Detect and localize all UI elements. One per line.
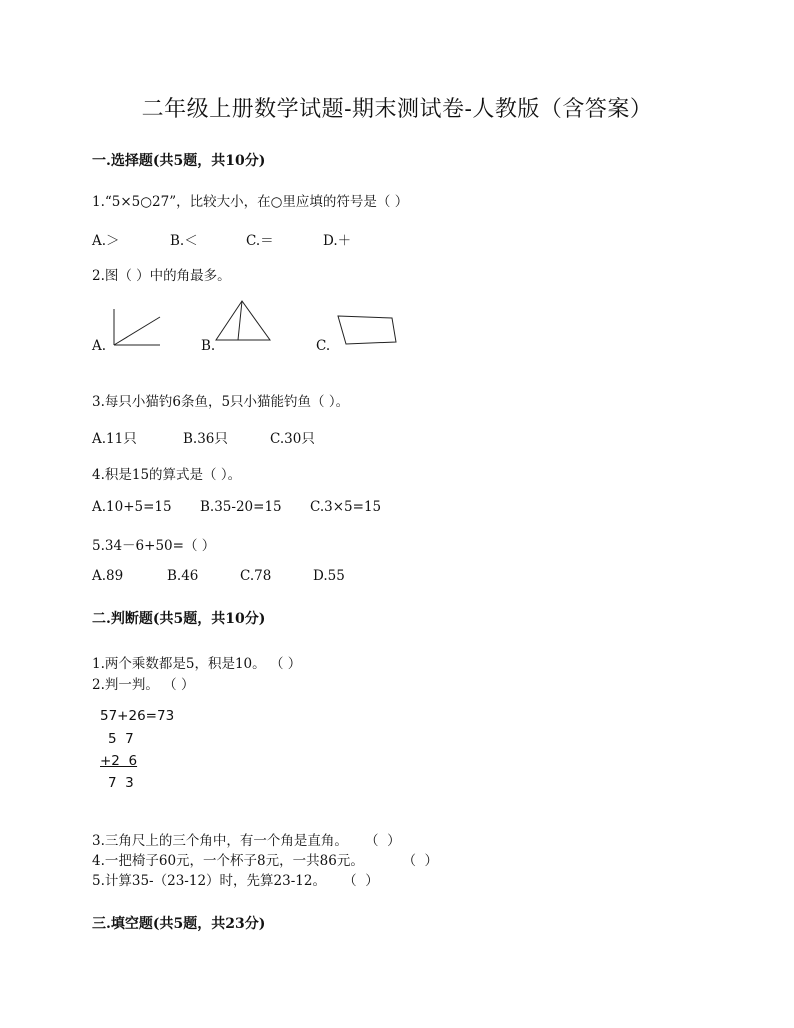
- q2-option-c: C.: [316, 338, 331, 354]
- page-title: 二年级上册数学试题-期末测试卷-人教版（含答案）: [141, 97, 653, 122]
- section-heading-choice: 一.选择题(共5题，共10分): [92, 153, 266, 169]
- judgment-3: 3.三角尺上的三个角中，有一个角是直角。 （ ）: [92, 833, 401, 849]
- question-4: 4.积是15的算式是（ ）。: [92, 467, 242, 483]
- q5-option-c: C.78: [240, 568, 272, 584]
- vertical-calc-line1: 5 7: [108, 731, 134, 747]
- q1-option-d: D.＋: [323, 233, 352, 249]
- judgment-1: 1.两个乘数都是5，积是10。 （ ）: [92, 656, 302, 672]
- q5-option-a: A.89: [92, 568, 124, 584]
- q3-option-a: A.11只: [92, 431, 137, 447]
- q1-option-c: C.＝: [246, 233, 274, 249]
- q4-option-b: B.35-20=15: [200, 499, 282, 515]
- section-heading-fill: 三.填空题(共5题，共23分): [92, 916, 266, 932]
- q5-option-b: B.46: [167, 568, 199, 584]
- vertical-calc-line2: +2 6: [100, 753, 138, 769]
- q3-option-c: C.30只: [270, 431, 315, 447]
- question-5: 5.34－6+50=（ ）: [92, 538, 216, 554]
- q2-option-b: B.: [201, 338, 216, 354]
- vertical-calc-line3: 7 3: [108, 775, 134, 791]
- angle-figure: [108, 305, 164, 349]
- vertical-calc-equation: 57+26=73: [100, 708, 175, 724]
- judgment-5: 5.计算35-（23-12）时，先算23-12。 （ ）: [92, 873, 379, 889]
- judgment-2: 2.判一判。 （ ）: [92, 677, 195, 693]
- judgment-4: 4.一把椅子60元，一个杯子8元，一共86元。 （ ）: [92, 853, 439, 869]
- q1-option-a: A.＞: [92, 233, 120, 249]
- q4-option-c: C.3×5=15: [310, 499, 382, 515]
- q5-option-d: D.55: [313, 568, 345, 584]
- section-heading-judgment: 二.判断题(共5题，共10分): [92, 611, 266, 627]
- q4-option-a: A.10+5=15: [92, 499, 172, 515]
- question-1: 1.“5×5○27”，比较大小，在○里应填的符号是（ ）: [92, 194, 409, 210]
- triangle-figure: [212, 298, 274, 344]
- parallelogram-figure: [330, 312, 400, 346]
- question-3: 3.每只小猫钓6条鱼，5只小猫能钓鱼（ ）。: [92, 394, 350, 410]
- q1-option-b: B.＜: [170, 233, 198, 249]
- q2-option-a: A.: [92, 338, 107, 354]
- q3-option-b: B.36只: [183, 431, 228, 447]
- question-2: 2.图（ ）中的角最多。: [92, 268, 231, 284]
